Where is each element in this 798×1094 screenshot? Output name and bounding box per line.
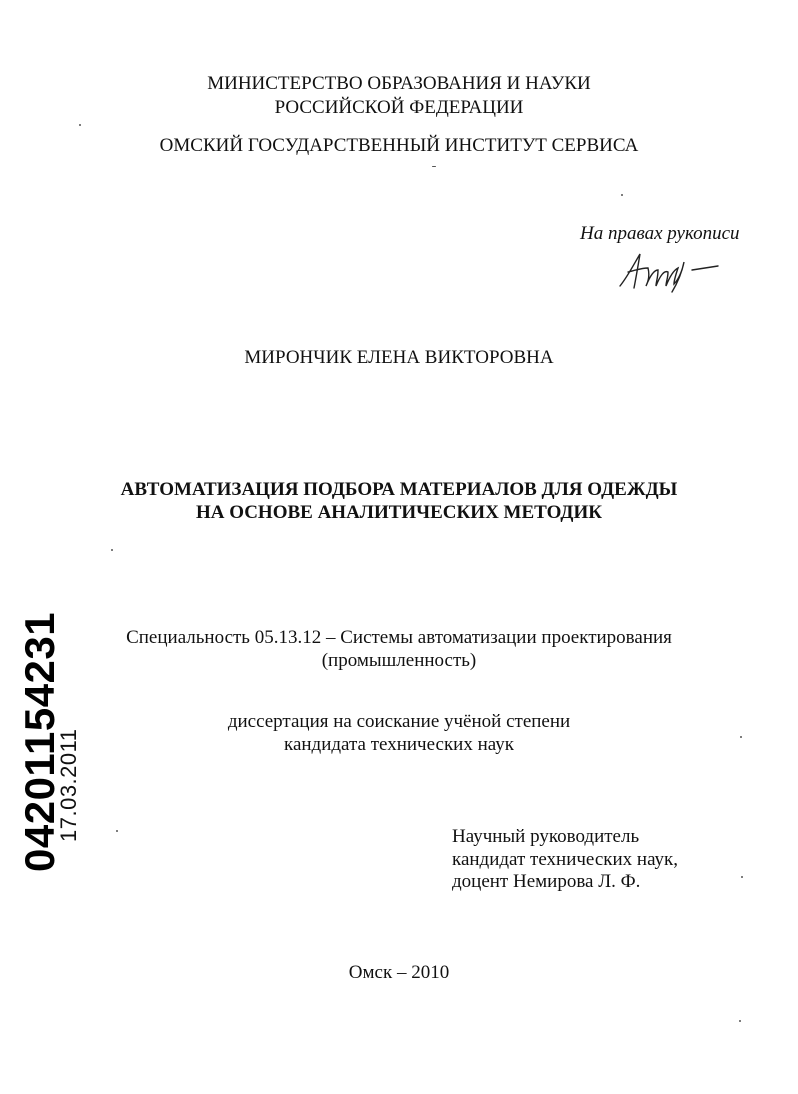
specialty-line-1: Специальность 05.13.12 – Системы автоматизации проектирования	[126, 627, 672, 648]
stamp-code: 04201154231	[16, 611, 63, 872]
supervisor-line-2: кандидат технических наук,	[452, 849, 679, 870]
manuscript-note: На правах рукописи	[580, 223, 740, 244]
ministry-line-2: РОССИЙСКОЙ ФЕДЕРАЦИИ	[274, 97, 524, 118]
archive-stamp-date	[56, 729, 82, 842]
title-line-2: НА ОСНОВЕ АНАЛИТИЧЕСКИХ МЕТОДИК	[195, 502, 603, 523]
degree-line-2: кандидата технических наук	[284, 734, 514, 755]
specialty-line-2: (промышленность)	[321, 650, 477, 671]
city-year: Омск – 2010	[348, 962, 450, 983]
scan-speck	[111, 549, 113, 551]
scan-speck	[79, 124, 81, 126]
author-name: МИРОНЧИК ЕЛЕНА ВИКТОРОВНА	[244, 347, 554, 368]
supervisor-line-3: доцент Немирова Л. Ф.	[452, 871, 641, 892]
scan-speck	[739, 1020, 741, 1022]
title-line-1: АВТОМАТИЗАЦИЯ ПОДБОРА МАТЕРИАЛОВ ДЛЯ ОДЕЖДЫ	[120, 479, 678, 500]
institute-name: ОМСКИЙ ГОСУДАРСТВЕННЫЙ ИНСТИТУТ СЕРВИСА	[159, 135, 639, 156]
stamp-date: 17.03.2011	[56, 728, 81, 842]
scan-speck	[116, 830, 118, 832]
supervisor-line-1: Научный руководитель	[452, 826, 640, 847]
scan-speck	[740, 736, 742, 738]
ministry-line-1: МИНИСТЕРСТВО ОБРАЗОВАНИЯ И НАУКИ	[207, 73, 591, 94]
scan-speck	[741, 876, 743, 878]
signature	[614, 246, 724, 296]
scan-speck	[621, 194, 623, 196]
scan-speck	[432, 166, 436, 167]
degree-line-1: диссертация на соискание учёной степени	[227, 711, 571, 732]
